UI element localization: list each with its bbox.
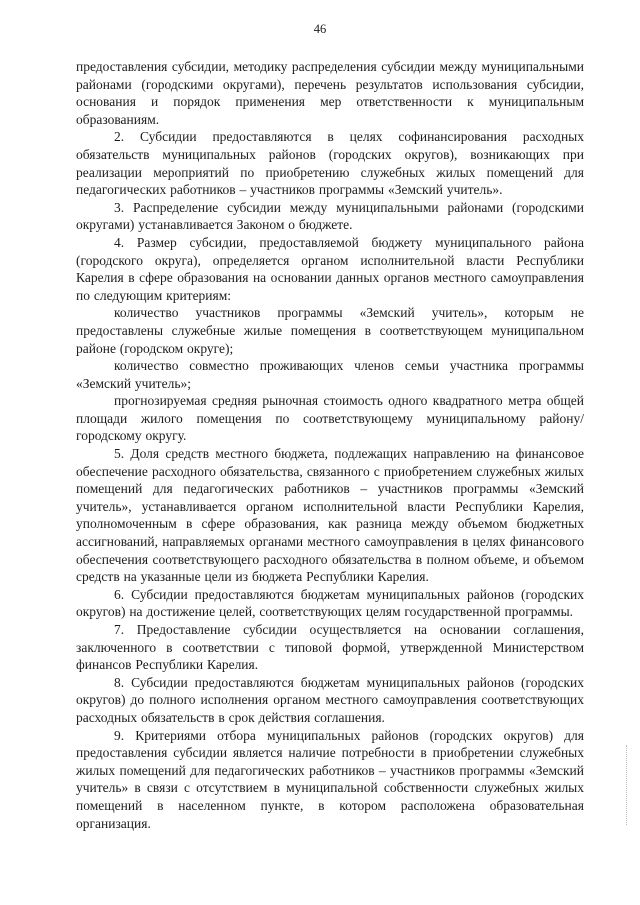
scan-edge-marks	[626, 745, 629, 825]
paragraph-8: 8. Субсидии предоставляются бюджетам муниципальных районов (городских округов) до полного исполнения органом местного самоуправления соответствующих расходных обязательств в срок действия соглашения.	[76, 674, 584, 725]
paragraph-3: 3. Распределение субсидии между муниципальными районами (городскими округами) устанавливается Законом о бюджете.	[76, 199, 584, 233]
paragraph-9: 9. Критериями отбора муниципальных районов (городских округов) для предоставления субсидии является наличие потребности в приобретении служебных жилых помещений для педагогических работников – участников программы «Земский учитель» в связи с отсутствием в муниципальной собственности служебных жилых помещений в населенном пункте, в котором расположена образовательная организация.	[76, 727, 584, 831]
paragraph-7: 7. Предоставление субсидии осуществляется на основании соглашения, заключенного в соответствии с типовой формой, утвержденной Министерством финансов Республики Карелия.	[76, 622, 584, 673]
paragraph-2: 2. Субсидии предоставляются в целях софинансирования расходных обязательств муниципальных районов (городских округов), возникающих при реализации мероприятий по приобретению служебных жилых помещений для педагогических работников – участников программы «Земский учитель».	[76, 129, 584, 198]
document-body	[76, 58, 584, 832]
page-number: 46	[313, 22, 327, 36]
criterion-3: прогнозируемая средняя рыночная стоимость одного квадратного метра общей площади жилого помещения по соответствующему муниципальному району/городскому округу.	[76, 393, 584, 444]
criterion-2: количество совместно проживающих членов семьи участника программы «Земский учитель»;	[76, 358, 584, 391]
paragraph-6: 6. Субсидии предоставляются бюджетам муниципальных районов (городских округов) на достижение целей, соответствующих целям государственной программы.	[76, 586, 584, 620]
paragraph-5: 5. Доля средств местного бюджета, подлежащих направлению на финансовое обеспечение расходного обязательства, связанного с приобретением служебных жилых помещений для педагогических работников – участников программы «Земский учитель», устанавливается органом исполнительной власти Республики Карелия, уполномоченным в сфере образования, как разница между объемом бюджетных ассигнований, направляемых органами местного самоуправления в целях финансового обеспечения соответствующего расходного обязательства в полном объеме, и объемом средств на указанные цели из бюджета Республики Карелия.	[76, 446, 584, 585]
criterion-1: количество участников программы «Земский учитель», которым не предоставлены служебные жилые помещения в соответствующем муниципальном районе (городском округе);	[76, 305, 584, 356]
paragraph-4: 4. Размер субсидии, предоставляемой бюджету муниципального района (городского округа), определяется органом исполнительной власти Республики Карелия в сфере образования на основании данных органов местного самоуправления по следующим критериям:	[76, 234, 584, 303]
paragraph-1: предоставления субсидии, методику распределения субсидии между муниципальными районами (городскими округами), перечень результатов использования субсидии, основания и порядок применения мер ответственности к муниципальным образованиям.	[76, 59, 584, 127]
